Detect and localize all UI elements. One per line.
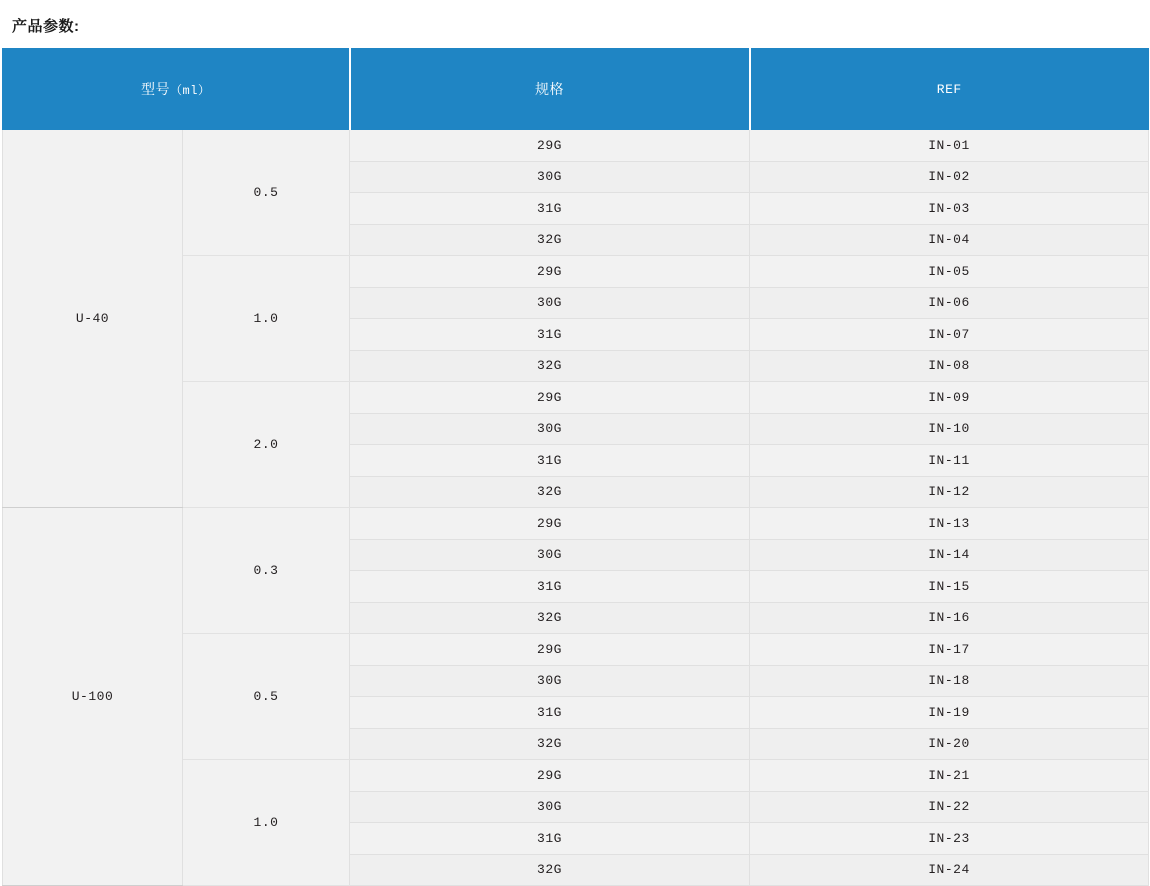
gauge-cell: 32G [350,854,750,886]
volume-cell: 0.5 [183,634,350,760]
table-header [3,49,1149,130]
gauge-cell: 31G [350,193,750,225]
spec-header-label: 规格 [535,81,564,97]
gauge-cell: 29G [350,508,750,540]
gauge-cell: 32G [350,350,750,382]
ref-cell: IN-19 [750,697,1149,729]
ref-cell: IN-17 [750,634,1149,666]
volume-cell: 0.5 [183,130,350,256]
ref-cell: IN-24 [750,854,1149,886]
ref-cell: IN-18 [750,665,1149,697]
ref-cell: IN-11 [750,445,1149,477]
gauge-cell: 32G [350,224,750,256]
ref-cell: IN-08 [750,350,1149,382]
gauge-cell: 30G [350,161,750,193]
ref-cell: IN-15 [750,571,1149,603]
volume-cell: 2.0 [183,382,350,508]
ref-cell: IN-01 [750,130,1149,162]
ref-cell: IN-03 [750,193,1149,225]
gauge-cell: 32G [350,728,750,760]
gauge-cell: 29G [350,382,750,414]
gauge-cell: 30G [350,413,750,445]
ref-cell: IN-09 [750,382,1149,414]
ref-cell: IN-04 [750,224,1149,256]
page-title: 产品参数: [12,18,80,35]
model-cell: U-100 [3,508,183,886]
ref-cell: IN-10 [750,413,1149,445]
gauge-cell: 31G [350,319,750,351]
model-header-unit: （ml） [170,84,211,98]
gauge-cell: 30G [350,791,750,823]
table-row [3,130,1149,162]
spec-header [350,49,750,130]
ref-cell: IN-22 [750,791,1149,823]
gauge-cell: 29G [350,634,750,666]
gauge-cell: 32G [350,476,750,508]
model-header [3,49,350,130]
gauge-cell: 32G [350,602,750,634]
volume-cell: 1.0 [183,760,350,886]
table-header-row [3,49,1149,130]
ref-cell: IN-06 [750,287,1149,319]
model-cell: U-40 [3,130,183,508]
ref-cell: IN-02 [750,161,1149,193]
table-body [3,130,1149,886]
ref-cell: IN-07 [750,319,1149,351]
gauge-cell: 30G [350,287,750,319]
ref-cell: IN-21 [750,760,1149,792]
gauge-cell: 31G [350,571,750,603]
gauge-cell: 29G [350,130,750,162]
volume-cell: 1.0 [183,256,350,382]
ref-cell: IN-13 [750,508,1149,540]
gauge-cell: 29G [350,256,750,288]
ref-header [750,49,1149,130]
ref-cell: IN-20 [750,728,1149,760]
table-row [3,508,1149,540]
ref-cell: IN-14 [750,539,1149,571]
model-header-label: 型号 [141,81,171,97]
gauge-cell: 31G [350,697,750,729]
ref-cell: IN-16 [750,602,1149,634]
gauge-cell: 29G [350,760,750,792]
product-spec-table [2,48,1149,886]
gauge-cell: 31G [350,823,750,855]
gauge-cell: 30G [350,665,750,697]
ref-cell: IN-05 [750,256,1149,288]
volume-cell: 0.3 [183,508,350,634]
ref-cell: IN-12 [750,476,1149,508]
gauge-cell: 30G [350,539,750,571]
gauge-cell: 31G [350,445,750,477]
ref-cell: IN-23 [750,823,1149,855]
ref-header-label: REF [936,81,962,97]
